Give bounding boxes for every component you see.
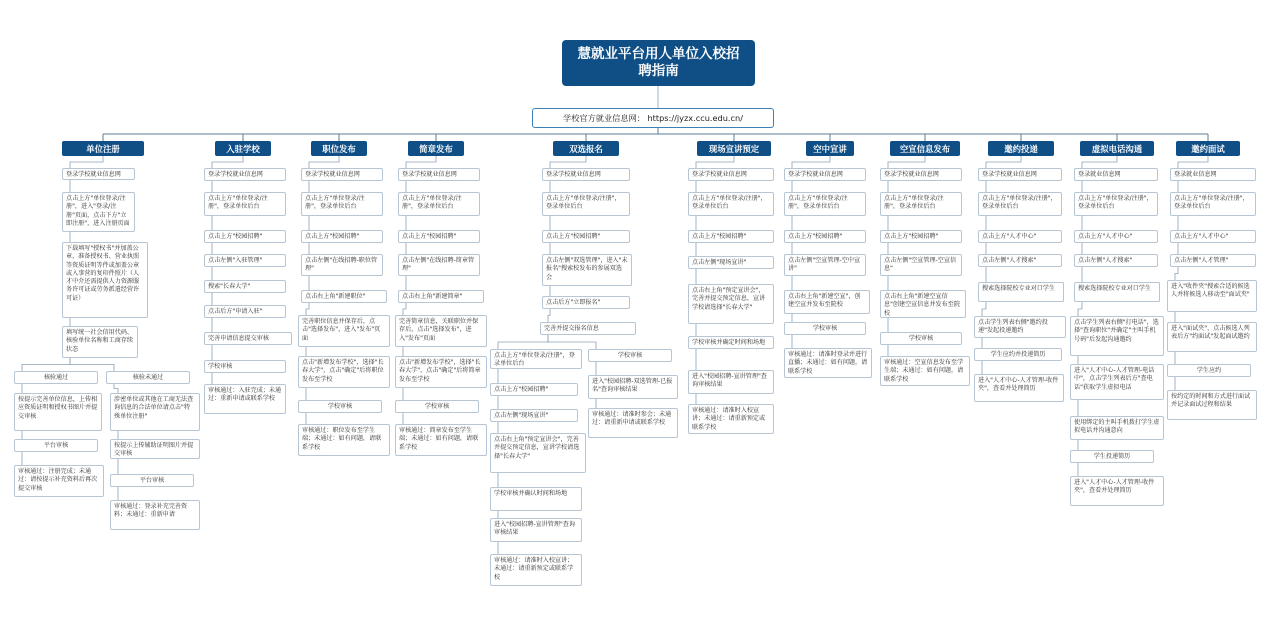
- step-node: 点击上方"单位登录/注册"，登录单位后台: [978, 192, 1062, 216]
- column-head-c8: 空宣信息发布: [890, 141, 960, 156]
- step-node: 按提示上传辅助证明图片并提交审核: [110, 439, 200, 459]
- step-node: 按约定的时间和方式进行面试并记录面试过程和结果: [1167, 390, 1257, 420]
- connector: [982, 302, 986, 316]
- step-node: 点击右上角"新建空宣信息"创建空宣信息并发布至院校: [880, 290, 966, 318]
- step-node: 进入"校园招聘-宣讲管理"查询审核结果: [490, 518, 582, 542]
- step-node: 点击上方"单位登录/注册"，登录单位后台: [784, 192, 866, 216]
- column-head-c2: 入驻学校: [215, 141, 271, 156]
- step-node: 完善简章信息，关联职位并保存后，点击"选择发布"，进入"发布"页面: [395, 315, 487, 347]
- site-url-box[interactable]: 学校官方就业信息网： https://jyzx.ccu.edu.cn/: [532, 108, 774, 128]
- step-node: 点击上方"单位登录/注册"，登录单位后台: [880, 192, 962, 216]
- step-node: 点击上方"校园招聘": [301, 230, 383, 243]
- step-node: 点击上方"单位登录/注册"，进入"登录/注册"页面，点击下方"立即注册"，进入注册页面: [62, 192, 135, 232]
- step-node: 点击右上角"新建职位": [301, 290, 387, 303]
- step-node: 登录学校就业信息网: [784, 168, 866, 181]
- step-node: 搜索选择院校专业对口学生: [978, 282, 1064, 302]
- step-node: 点击上方"校园招聘": [490, 383, 578, 396]
- step-node: 进入"人才中心-人才管理-收件夹"，查看并处理简历: [1070, 476, 1164, 506]
- step-node: 学校审核并确定时间和场地: [688, 336, 774, 349]
- connector: [70, 156, 103, 168]
- column-head-c1: 单位注册: [62, 141, 144, 156]
- step-node: 核验通过: [14, 371, 98, 384]
- step-node: 审核通过：空宣信息发布至学生端；未通过：如有问题，请联系学校: [880, 356, 970, 386]
- column-head-c4: 简章发布: [408, 141, 464, 156]
- connector: [309, 156, 339, 168]
- step-node: 点击后方"立即报名": [542, 296, 630, 309]
- step-node: 点击左侧"双选管理"，进入"未报名"搜索校发布的参展双选会: [542, 254, 632, 286]
- connector: [696, 156, 734, 168]
- step-node: 按提示完善单位信息，上传相应资质证明和授权书图片并提交审核: [14, 393, 102, 431]
- step-node: 点击"新增发布学校"，选择"长春大学"，点击"确定"后将简章发布至学校: [395, 356, 487, 388]
- step-node: 进入"面试夹"，点击候选人列表后方"约面试"发起面试邀约: [1167, 322, 1257, 352]
- step-node: 审核通过：请准时入校宣讲；未通过：请重新预定或联系学校: [688, 404, 774, 434]
- column-head-c7: 空中宣讲: [806, 141, 854, 156]
- step-node: 点击学生列表右侧"打电话"，选择"查询职位"并确定"主叫手机号码"后发起沟通邀约: [1070, 316, 1164, 356]
- step-node: 点击右上角"新建简章": [398, 290, 484, 303]
- step-node: 学校审核: [298, 400, 382, 413]
- step-node: 点击上方"校园招聘": [542, 230, 630, 243]
- step-node: 学校审核: [880, 332, 962, 345]
- step-node: 进入"人才中心-人才管理-收件夹"，查看并处理简历: [974, 374, 1064, 402]
- step-node: 进入"校园招聘-双选管理-已报名"查询审核结果: [588, 375, 678, 399]
- step-node: 点击上方"人才中心": [1074, 230, 1158, 243]
- step-node: 学生应约并投递简历: [974, 348, 1062, 361]
- step-node: 审核通过：简章发布至学生端；未通过：如有问题，请联系学校: [395, 424, 487, 456]
- connector: [406, 156, 436, 168]
- step-node: 登录学校就业信息网: [688, 168, 774, 181]
- step-node: 登录学校就业信息网: [62, 168, 135, 180]
- connector: [22, 358, 70, 371]
- connector: [403, 303, 406, 315]
- step-node: 审核通过：请准时入校宣讲；未通过：请重新预定或联系学校: [490, 554, 582, 586]
- step-node: 点击左侧"入驻管理": [204, 254, 286, 267]
- step-node: 审核通过：入驻完成；未通过：重新申请或联系学校: [204, 384, 286, 414]
- step-node: 点击左侧"人才搜索": [978, 254, 1062, 267]
- step-node: 下载填写"授权书"并加盖公章，准备授权书、营业执照等资质证明等件或加盖公章或入事营的复印件照片（人才中介还需提供人力资源服务许可证或劳务派遣经营许可证）: [62, 242, 148, 318]
- step-node: 点击左侧"空宣管理-空宣信息": [880, 254, 962, 276]
- step-node: 学校审核: [204, 360, 286, 373]
- connector: [306, 303, 309, 315]
- connector: [550, 156, 586, 168]
- connector: [548, 309, 550, 322]
- step-node: 登录学校就业信息网: [301, 168, 383, 181]
- step-node: 点击左侧"人才搜索": [1074, 254, 1158, 267]
- step-node: 进入"人才中心-人才管理-电话中"，点击学生列表后方"查电话"获取学生虚拟电话: [1070, 364, 1164, 400]
- step-node: 平台审核: [14, 439, 98, 452]
- step-node: 点击左侧"现场宣讲": [490, 409, 578, 422]
- step-node: 登录就业信息网: [1074, 168, 1158, 181]
- step-node: 学生投递简历: [1070, 450, 1154, 463]
- connector: [114, 384, 118, 393]
- step-node: 点击上方"人才中心": [978, 230, 1062, 243]
- step-node: 审核通过：请准时参会；未通过：请重新申请或联系学校: [588, 408, 678, 438]
- step-node: 点击上方"单位登录/注册"，登录单位后台: [1170, 192, 1256, 216]
- step-node: 点击上方"单位登录/注册"，登录单位后台: [204, 192, 286, 216]
- connector: [1082, 156, 1117, 168]
- connector-bus: [103, 128, 1208, 134]
- step-node: 审核通过：登录补充完善资料；未通过：重新申请: [110, 500, 200, 530]
- step-node: 涉密单位或其他在工商无法查询信息的合法单位请点击"特殊单位注册": [110, 393, 200, 431]
- connector: [70, 358, 114, 371]
- step-node: 完善申请信息提交审核: [204, 332, 292, 345]
- step-node: 完善职位信息并保存后，点击"选择发布"，进入"发布"页面: [298, 315, 390, 347]
- step-node: 点击左侧"人才管理": [1170, 254, 1256, 267]
- step-node: 进入"收件夹"搜索合适的候选人并将候选人移动至"面试夹": [1167, 280, 1257, 312]
- step-node: 点击左侧"现场宣讲": [688, 256, 774, 269]
- step-node: 审核通过：请准时登录并进行直播；未通过：如有问题，请联系学校: [784, 348, 872, 378]
- step-node: 搜索"长春大学": [204, 280, 286, 293]
- step-node: 审核通过：职位发布至学生端；未通过：如有问题，请联系学校: [298, 424, 390, 456]
- step-node: 点击上方"单位登录/注册"，登录单位后台: [542, 192, 630, 216]
- column-head-c5: 双选报名: [553, 141, 619, 156]
- step-node: 学校审核: [784, 322, 866, 335]
- step-node: 点击学生列表右侧"邀约投递"发起投递邀约: [974, 316, 1066, 338]
- step-node: 学校审核: [395, 400, 479, 413]
- step-node: 登录学校就业信息网: [398, 168, 480, 181]
- step-node: 登录就业信息网: [1170, 168, 1256, 181]
- step-node: 点击上方"校园招聘": [204, 230, 286, 243]
- step-node: 点击右上角"预定宣讲会"，完善并提交预定信息，宣讲学校请选择"长春大学": [490, 433, 586, 473]
- column-head-c9: 邀约投递: [988, 141, 1054, 156]
- step-node: 点击上方"单位登录/注册"，登录单位后台: [301, 192, 383, 216]
- step-node: 点击"新增发布学校"，选择"长春大学"，点击"确定"后将职位发布至学校: [298, 356, 390, 388]
- step-node: 点击上方"校园招聘": [784, 230, 866, 243]
- step-node: 点击左侧"在线招聘-职位管理": [301, 254, 383, 276]
- step-node: 审核通过：注册完成；未通过：请按提示补充资料后再次提交审核: [14, 465, 104, 497]
- connector: [986, 156, 1021, 168]
- step-node: 学校审核: [588, 349, 672, 362]
- connector: [1175, 267, 1178, 280]
- step-node: 点击上方"校园招聘": [688, 230, 774, 243]
- connector: [548, 335, 596, 349]
- step-node: 点击上方"校园招聘": [880, 230, 962, 243]
- connector: [212, 156, 243, 168]
- step-node: 使用绑定的主叫手机拨打学生虚拟电话并沟通意向: [1070, 416, 1164, 440]
- step-node: 点击右上角"新建空宣"，创建空宣并发布至院校: [784, 290, 870, 314]
- step-node: 搜索选择院校专业对口学生: [1074, 282, 1160, 302]
- step-node: 点击左侧"在线招聘-简章管理": [398, 254, 480, 276]
- map-title: 慧就业平台用人单位入校招聘指南: [562, 40, 755, 86]
- connector: [498, 335, 548, 349]
- step-node: 点击后方"申请入驻": [204, 305, 286, 318]
- step-node: 点击上方"单位登录/注册"，登录单位后台: [1074, 192, 1158, 216]
- step-node: 点击上方"单位登录/注册"，登录单位后台: [398, 192, 480, 216]
- step-node: 核验未通过: [106, 371, 190, 384]
- step-node: 点击左侧"空宣管理-空中宣讲": [784, 254, 866, 276]
- column-head-c11: 邀约面试: [1176, 141, 1240, 156]
- column-head-c10: 虚拟电话沟通: [1080, 141, 1154, 156]
- connector: [888, 156, 925, 168]
- step-node: 登录学校就业信息网: [204, 168, 286, 181]
- connector: [1178, 156, 1208, 168]
- step-node: 点击右上角"预定宣讲会"，完善并提交预定信息，宣讲学校请选择"长春大学": [688, 284, 774, 324]
- step-node: 学生应约: [1167, 364, 1251, 377]
- connector: [1078, 302, 1082, 316]
- step-node: 填写统一社会信用代码、核验单位名称和工商存续状态: [62, 326, 138, 358]
- step-node: 平台审核: [110, 474, 194, 487]
- column-head-c6: 现场宣讲预定: [697, 141, 771, 156]
- step-node: 点击上方"人才中心": [1170, 230, 1256, 243]
- step-node: 点击上方"单位登录/注册"，登录单位后台: [490, 349, 582, 369]
- step-node: 点击上方"校园招聘": [398, 230, 480, 243]
- step-node: 登录学校就业信息网: [542, 168, 630, 181]
- step-node: 登录学校就业信息网: [978, 168, 1062, 181]
- step-node: 点击上方"单位登录/注册"，登录单位后台: [688, 192, 774, 216]
- step-node: 登录学校就业信息网: [880, 168, 962, 181]
- step-node: 完善并提交报名信息: [540, 322, 636, 335]
- connector: [792, 156, 830, 168]
- column-head-c3: 职位发布: [311, 141, 367, 156]
- step-node: 进入"校园招聘-宣讲管理"查询审核结果: [688, 370, 774, 394]
- step-node: 学校审核并确认时间和场地: [490, 487, 582, 511]
